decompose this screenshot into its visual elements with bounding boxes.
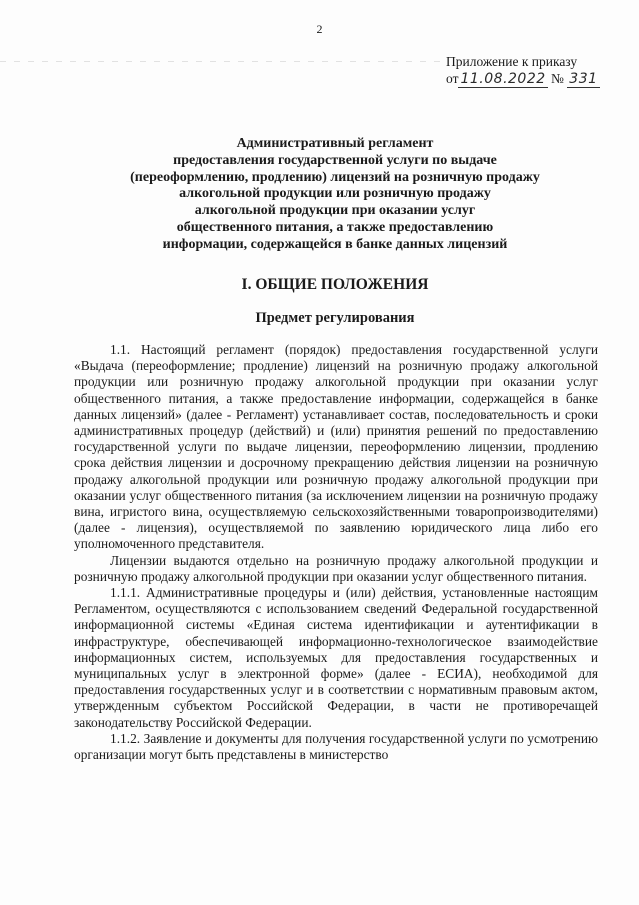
paragraph: 1.1.2. Заявление и документы для получения государственной услуги по усмотрению организации могут быть представлены в министерство xyxy=(74,730,598,763)
scan-artifact-line xyxy=(0,61,440,62)
document-title xyxy=(40,136,630,254)
paragraph: 1.1.1. Административные процедуры и (или) действия, установленные настоящим Регламентом, осуществляются с использованием сведений Федеральной государственной информационной системы «Единая система идентификации и аутентификации в инфраструктуре, обеспечивающей информационно-технологическое взаимодействие информационных систем, используемых для предоставления государственных и муниципальных услуг в электронной форме» (далее - ЕСИА), необходимой для предоставления государственных услуг и в соответствии с нормативным правовым актом, утвержденным субъектом Российской Федерации, в части не противоречащей законодательству Российской Федерации. xyxy=(74,585,598,730)
page-number: 2 xyxy=(316,22,323,36)
appendix-number-sign: № xyxy=(551,71,564,86)
appendix-line: Приложение к приказу xyxy=(446,54,578,69)
paragraph: Лицензии выдаются отдельно на розничную продажу алкогольной продукции и розничную продажу алкогольной продукции при оказании услуг общественного питания. xyxy=(74,552,598,584)
appendix-date: 11.08.2022 xyxy=(460,71,546,87)
title-line: (переоформлению, продлению) лицензий на розничную продажу xyxy=(130,169,540,185)
title-line: информации, содержащейся в банке данных лицензий xyxy=(162,236,508,252)
appendix-from-prefix: от xyxy=(446,71,459,86)
document-body xyxy=(74,342,598,763)
title-line: предоставления государственной услуги по выдаче xyxy=(173,152,497,168)
appendix-date-line xyxy=(446,70,600,88)
appendix-order-number: 331 xyxy=(569,71,598,87)
title-line: общественного питания, а также предоставлению xyxy=(176,219,494,235)
section-heading: I. ОБЩИЕ ПОЛОЖЕНИЯ xyxy=(241,276,429,293)
appendix-note xyxy=(446,53,600,88)
title-line: алкогольной продукции при оказании услуг xyxy=(194,203,476,219)
title-line: алкогольной продукции или розничную продажу xyxy=(179,186,491,202)
paragraph: 1.1. Настоящий регламент (порядок) предоставления государственной услуги «Выдача (переоформление; продление) лицензий на розничную продажу алкогольной продукции или розничную продажу алкогольной продукции при оказании услуг общественного питания, а также предоставление информации, содержащейся в банке данных лицензий» (далее - Регламент) устанавливает состав, последовательность и сроки административных процедур (действий) и (или) принятия решений по предоставлению государственной услуги по выдаче лицензии, переоформлению лицензии, продлению срока действия лицензии и досрочному прекращению действия лицензии на розничную продажу алкогольной продукции или розничную продажу алкогольной продукции при оказании услуг общественного питания (за исключением лицензии на розничную продажу вина, игристого вина, осуществляемую сельскохозяйственными товаропроизводителями) (далее - лицензия), осуществляемой по заявлению юридического лица либо его уполномоченного представителя. xyxy=(74,342,598,552)
section-subheading: Предмет регулирования xyxy=(255,310,415,326)
title-line: Административный регламент xyxy=(236,136,434,151)
